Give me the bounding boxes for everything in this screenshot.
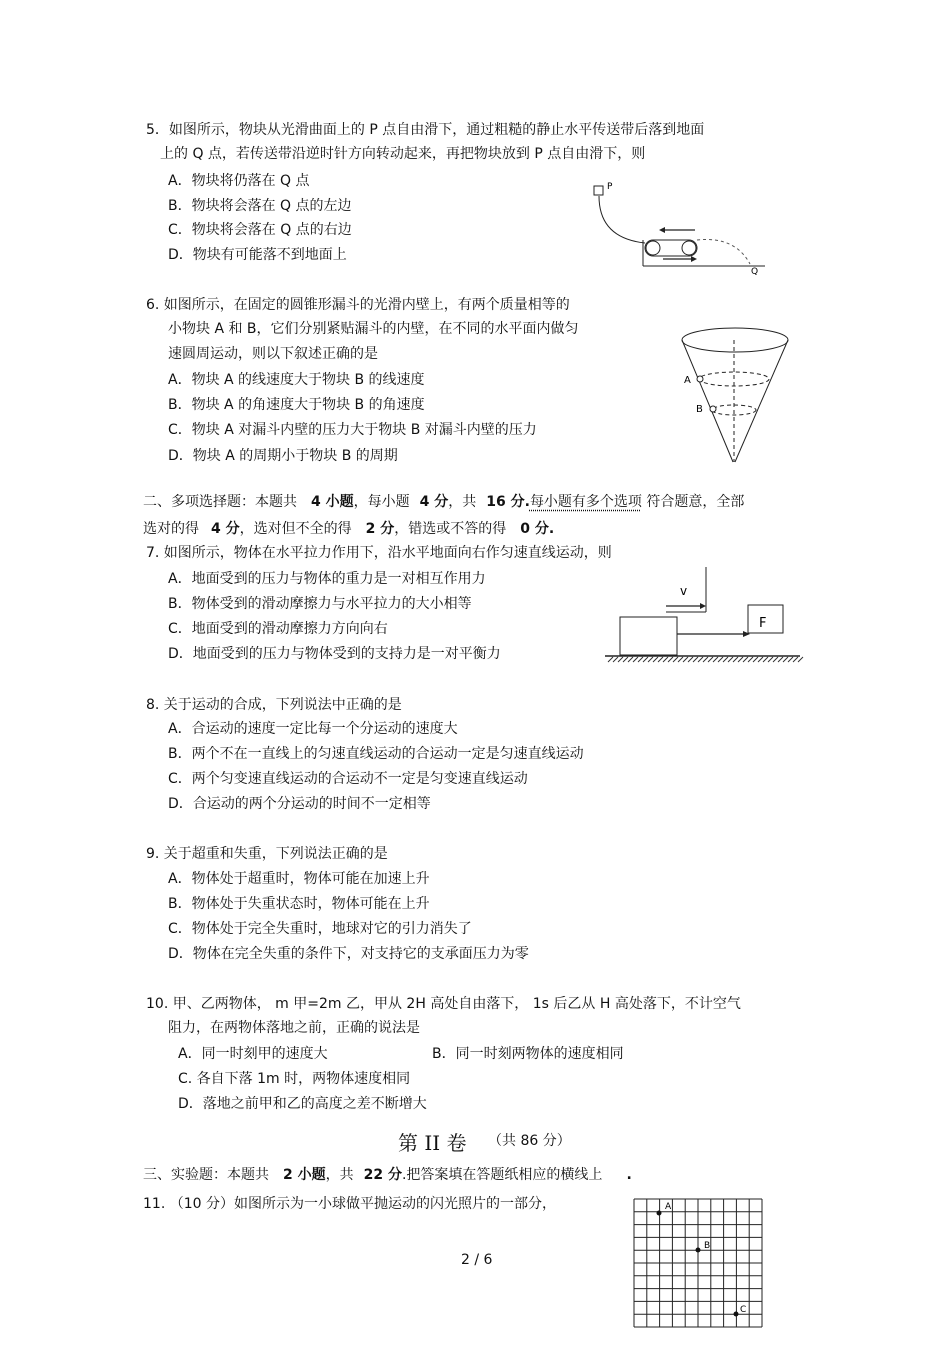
left-roller — [646, 241, 660, 255]
q6-line1: 6. 如图所示，在固定的圆锥形漏斗的光滑内壁上，有两个质量相等的 — [146, 297, 570, 313]
hatch-line — [798, 657, 803, 662]
hatch-line — [618, 657, 623, 662]
hatch-line — [783, 657, 788, 662]
arrow-head-icon — [659, 227, 665, 233]
hatch-line — [638, 657, 643, 662]
q7-line1: 7. 如图所示，物体在水平拉力作用下，沿水平地面向右作匀速直线运动，则 — [146, 545, 612, 561]
point-c — [734, 1312, 739, 1317]
q6-option-c: C．物块 A 对漏斗内壁的压力大于物块 B 对漏斗内壁的压力 — [168, 422, 537, 438]
section3-text: .把答案填在答题纸相应的横线上 — [401, 1167, 603, 1183]
hatch-line — [608, 657, 613, 662]
hatch-line — [663, 657, 668, 662]
q5-line1: 5．如图所示，物块从光滑曲面上的 P 点自由滑下，通过粗糙的静止水平传送带后落到地面 — [146, 122, 705, 138]
trajectory-dashed — [697, 240, 750, 265]
hatch-line — [653, 657, 658, 662]
q11-grid-figure — [633, 1196, 773, 1328]
q6-option-b: B．物块 A 的角速度大于物块 B 的角速度 — [168, 397, 425, 413]
label-q: Q — [751, 267, 759, 277]
section3-text: . — [626, 1167, 632, 1183]
ball-b — [710, 406, 716, 412]
q10-option-b: B．同一时刻两物体的速度相同 — [432, 1046, 624, 1062]
q7-option-b: B．物体受到的滑动摩擦力与水平拉力的大小相等 — [168, 596, 472, 612]
hatch-line — [733, 657, 738, 662]
section2-line1 — [143, 493, 744, 511]
q10-option-c: C. 各自下落 1m 时，两物体速度相同 — [178, 1071, 411, 1087]
funnel-left-side — [682, 340, 733, 462]
section2-text: ，每小题 — [353, 494, 410, 510]
hatch-line — [703, 657, 708, 662]
ground-hatching — [608, 657, 803, 662]
point-a — [657, 1211, 662, 1216]
label-b: B — [704, 1241, 711, 1251]
hatch-line — [668, 657, 673, 662]
point-b — [696, 1248, 701, 1253]
section2-text: ，共 — [448, 494, 477, 510]
section2-count: 4 小题 — [311, 494, 354, 510]
part2-subtitle: （共 86 分） — [488, 1133, 571, 1149]
q10-line1: 10. 甲、乙两物体， m 甲=2m 乙，甲从 2H 高处自由落下， 1s 后乙从 H 高处落下，不计空气 — [146, 996, 741, 1012]
right-roller — [682, 241, 696, 255]
q7-option-d: D．地面受到的压力与物体受到的支持力是一对平衡力 — [168, 646, 501, 662]
hatch-line — [723, 657, 728, 662]
section3-text: ，共 — [325, 1167, 354, 1183]
q7-block-figure — [600, 565, 805, 665]
hatch-line — [788, 657, 793, 662]
q9-option-a: A．物体处于超重时，物体可能在加速上升 — [168, 871, 430, 887]
ball-a — [697, 376, 703, 382]
section3-count: 2 小题 — [283, 1167, 326, 1183]
hatch-line — [708, 657, 713, 662]
label-b: B — [696, 404, 703, 415]
label-a: A — [684, 375, 691, 386]
curved-surface — [599, 196, 645, 243]
q10-line2: 阻力，在两物体落地之前，正确的说法是 — [168, 1020, 420, 1036]
q8-line1: 8. 关于运动的合成，下列说法中正确的是 — [146, 697, 402, 713]
section2-text: ，错选或不答的得 — [394, 521, 507, 537]
hatch-line — [643, 657, 648, 662]
hatch-line — [698, 657, 703, 662]
label-a: A — [665, 1202, 672, 1212]
q8-option-c: C．两个匀变速直线运动的合运动不一定是匀变速直线运动 — [168, 771, 528, 787]
hatch-line — [728, 657, 733, 662]
section2-text: 二、多项选择题：本题共 — [143, 494, 297, 510]
section2-points: 4 分 — [419, 494, 449, 510]
hatch-line — [738, 657, 743, 662]
q10-option-d: D．落地之前甲和乙的高度之差不断增大 — [178, 1096, 427, 1112]
q10-option-a: A．同一时刻甲的速度大 — [178, 1046, 328, 1062]
section2-total: 16 分. — [486, 494, 530, 510]
arrow-head-icon — [700, 603, 706, 609]
q8-option-a: A．合运动的速度一定比每一个分运动的速度大 — [168, 721, 458, 737]
q6-option-d: D．物块 A 的周期小于物块 B 的周期 — [168, 448, 398, 464]
hatch-line — [613, 657, 618, 662]
funnel-right-side — [735, 340, 788, 462]
hatch-line — [778, 657, 783, 662]
hatch-line — [693, 657, 698, 662]
section2-points: 2 分 — [365, 521, 395, 537]
hatch-line — [793, 657, 798, 662]
label-v: v — [680, 584, 688, 598]
hatch-line — [678, 657, 683, 662]
q5-option-a: A．物块将仍落在 Q 点 — [168, 173, 310, 189]
conveyor-belt — [645, 240, 697, 256]
hatch-line — [683, 657, 688, 662]
hatch-line — [648, 657, 653, 662]
hatch-line — [673, 657, 678, 662]
hatch-line — [768, 657, 773, 662]
q5-option-c: C．物块将会落在 Q 点的右边 — [168, 222, 352, 238]
section2-points: 4 分 — [211, 521, 240, 537]
q5-option-d: D．物块有可能落不到地面上 — [168, 247, 347, 263]
section2-points: 0 分. — [520, 521, 555, 537]
hatch-line — [623, 657, 628, 662]
q5-line2: 上的 Q 点，若传送带沿逆时针方向转动起来，再把物块放到 P 点自由滑下，则 — [160, 146, 646, 162]
section2-text: ，选对但不全的得 — [239, 521, 352, 537]
hatch-line — [688, 657, 693, 662]
q6-option-a: A．物块 A 的线速度大于物块 B 的线速度 — [168, 372, 425, 388]
q9-option-b: B．物体处于失重状态时，物体可能在上升 — [168, 896, 430, 912]
label-f: F — [759, 616, 767, 631]
q8-option-b: B．两个不在一直线上的匀速直线运动的合运动一定是匀速直线运动 — [168, 746, 584, 762]
page-number: 2 / 6 — [461, 1252, 493, 1268]
section3-text: 三、实验题：本题共 — [143, 1167, 269, 1183]
hatch-line — [718, 657, 723, 662]
hatch-line — [628, 657, 633, 662]
hatch-line — [658, 657, 663, 662]
section2-emphasis: 每小题有多个选项 — [529, 494, 642, 510]
q5-option-b: B．物块将会落在 Q 点的左边 — [168, 198, 352, 214]
hatch-line — [633, 657, 638, 662]
hatch-line — [713, 657, 718, 662]
hatch-line — [743, 657, 748, 662]
q7-option-a: A．地面受到的压力与物体的重力是一对相互作用力 — [168, 571, 486, 587]
block — [620, 617, 677, 655]
arrow-head-icon — [691, 256, 697, 262]
q11-line1: 11. （10 分）如图所示为一小球做平抛运动的闪光照片的一部分， — [143, 1196, 556, 1212]
q8-option-d: D．合运动的两个分运动的时间不一定相等 — [168, 796, 431, 812]
q6-line3: 速圆周运动，则以下叙述正确的是 — [168, 346, 378, 362]
label-c: C — [740, 1305, 747, 1315]
q6-funnel-figure — [675, 322, 795, 467]
label-p: P — [607, 182, 613, 192]
q9-option-c: C．物体处于完全失重时，地球对它的引力消失了 — [168, 921, 472, 937]
section2-text: 符合题意，全部 — [641, 494, 745, 510]
section3-points: 22 分 — [363, 1167, 402, 1183]
block-icon — [594, 186, 603, 195]
hatch-line — [758, 657, 763, 662]
funnel-rim — [682, 328, 788, 352]
section3-line — [143, 1166, 632, 1184]
section2-line2 — [143, 520, 554, 538]
q7-option-c: C．地面受到的滑动摩擦力方向向右 — [168, 621, 388, 637]
hatch-line — [748, 657, 753, 662]
hatch-line — [763, 657, 768, 662]
hatch-line — [773, 657, 778, 662]
q6-line2: 小物块 A 和 B，它们分别紧贴漏斗的内壁，在不同的水平面内做匀 — [168, 321, 579, 337]
q5-conveyor-figure — [585, 178, 775, 278]
hatch-line — [753, 657, 758, 662]
part2-title: 第 II 卷 — [398, 1131, 467, 1155]
q9-line1: 9. 关于超重和失重，下列说法正确的是 — [146, 846, 388, 862]
section2-text: 选对的得 — [143, 521, 199, 537]
q9-option-d: D．物体在完全失重的条件下，对支持它的支承面压力为零 — [168, 946, 529, 962]
